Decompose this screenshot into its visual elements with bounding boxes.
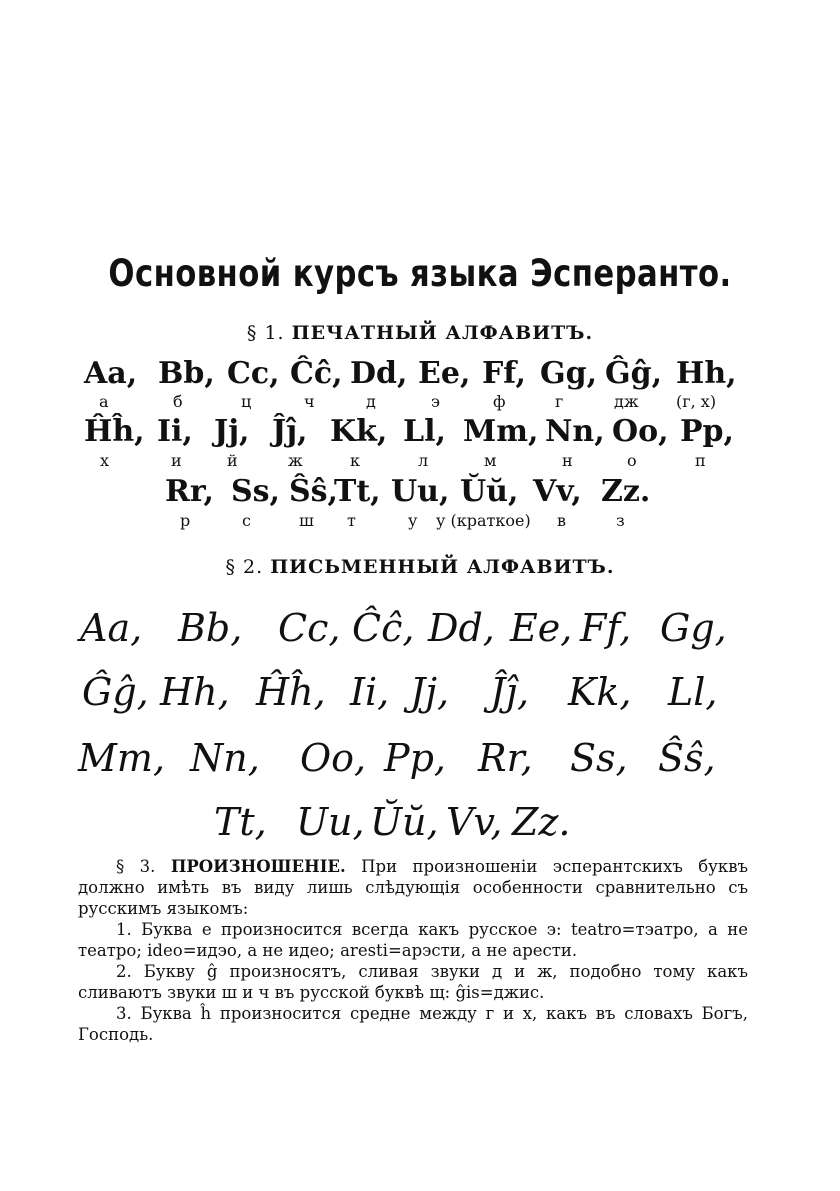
script-letter: Vv, bbox=[446, 800, 503, 844]
script-letter: Ŭŭ, bbox=[370, 800, 439, 844]
printed-letter: Ĝĝ, bbox=[605, 356, 663, 391]
sound-label: (г, х) bbox=[676, 392, 717, 411]
printed-letter: Tt, bbox=[334, 474, 381, 509]
script-letter-row-3 bbox=[0, 736, 840, 796]
script-letter: Mm, bbox=[78, 736, 166, 780]
script-letter: Ll, bbox=[668, 670, 718, 714]
sound-label: з bbox=[616, 511, 625, 530]
printed-letter: Cc, bbox=[227, 356, 280, 391]
script-letter: Ĥĥ, bbox=[256, 670, 326, 714]
section-1-heading bbox=[0, 322, 840, 344]
printed-letter: Hh, bbox=[676, 356, 737, 391]
script-letter: Kk, bbox=[568, 670, 632, 714]
script-letter: Cc, bbox=[278, 606, 341, 650]
printed-letter: Ŭŭ, bbox=[460, 474, 519, 509]
pronunciation-section bbox=[78, 856, 748, 1045]
pronunciation-rule-3: 3. Буква ĥ произносится средне между г и х, какъ въ словахъ Богъ, Господь. bbox=[78, 1004, 748, 1044]
sound-label: у (краткое) bbox=[436, 511, 531, 530]
printed-letter: Nn, bbox=[545, 414, 605, 449]
script-letter-row-2 bbox=[0, 670, 840, 730]
printed-letter: Ŝŝ, bbox=[289, 474, 338, 509]
script-letter: Oo, bbox=[300, 736, 367, 780]
sound-label: й bbox=[227, 451, 238, 470]
sound-row-1 bbox=[0, 392, 840, 414]
printed-letter: Rr, bbox=[165, 474, 214, 509]
sound-label: н bbox=[562, 451, 573, 470]
sound-label: о bbox=[627, 451, 637, 470]
page-title: Основной курсъ языка Эсперанто. bbox=[108, 252, 732, 295]
printed-letter: Ff, bbox=[482, 356, 526, 391]
printed-letter: Uu, bbox=[391, 474, 450, 509]
script-letter: Ii, bbox=[350, 670, 390, 714]
section-2-label: ПИСЬМЕННЫЙ АЛФАВИТЪ. bbox=[270, 556, 615, 578]
printed-letter: Dd, bbox=[350, 356, 408, 391]
script-letter: Ĵĵ, bbox=[490, 670, 530, 714]
script-letter: Ee, bbox=[510, 606, 573, 650]
sound-label: м bbox=[484, 451, 497, 470]
sound-label: и bbox=[171, 451, 182, 470]
printed-letter: Ll, bbox=[403, 414, 446, 449]
script-letter: Ĉĉ, bbox=[352, 606, 415, 650]
printed-letter: Bb, bbox=[158, 356, 215, 391]
sound-label: к bbox=[350, 451, 360, 470]
printed-letter: Pp, bbox=[680, 414, 734, 449]
sound-label: с bbox=[242, 511, 251, 530]
script-letter: Hh, bbox=[160, 670, 230, 714]
printed-letter: Ee, bbox=[418, 356, 471, 391]
script-letter: Rr, bbox=[478, 736, 533, 780]
printed-letter: Aa, bbox=[84, 356, 138, 391]
script-letter: Bb, bbox=[178, 606, 243, 650]
printed-letter: Ĉĉ, bbox=[290, 356, 343, 391]
sound-label: р bbox=[180, 511, 191, 530]
printed-letter: Zz. bbox=[601, 474, 651, 509]
script-letter: Zz. bbox=[512, 800, 571, 844]
script-letter: Aa, bbox=[80, 606, 143, 650]
sound-label: э bbox=[431, 392, 440, 411]
sound-label: дж bbox=[614, 392, 639, 411]
script-letter: Pp, bbox=[384, 736, 446, 780]
printed-letter: Ii, bbox=[157, 414, 193, 449]
sound-label: т bbox=[347, 511, 356, 530]
printed-letter-row-2 bbox=[0, 414, 840, 454]
script-letter: Ĝĝ, bbox=[82, 670, 149, 714]
script-letter: Uu, bbox=[296, 800, 365, 844]
section-3-intro: При произношеніи эсперантскихъ буквъ должно имѣть въ виду лишь слѣдующія особенности сравнительно съ русскимъ языкомъ: bbox=[78, 857, 748, 918]
printed-letter: Oo, bbox=[612, 414, 669, 449]
script-letter: Gg, bbox=[660, 606, 727, 650]
printed-letter-row-3 bbox=[0, 474, 840, 514]
sound-row-3 bbox=[0, 511, 840, 533]
script-letter-row-4 bbox=[0, 800, 840, 860]
sound-label: д bbox=[366, 392, 376, 411]
sound-label: х bbox=[100, 451, 110, 470]
pronunciation-rule-2: 2. Букву ĝ произносятъ, сливая звуки д и ж, подобно тому какъ сливаютъ звуки ш и ч въ русской буквѣ щ: ĝis=джис. bbox=[78, 962, 748, 1002]
sound-label: г bbox=[555, 392, 564, 411]
script-letter: Ŝŝ, bbox=[658, 736, 716, 780]
sound-label: ц bbox=[241, 392, 252, 411]
sound-label: ф bbox=[493, 392, 506, 411]
sound-label: л bbox=[418, 451, 429, 470]
sound-label: б bbox=[173, 392, 183, 411]
printed-letter: Ss, bbox=[231, 474, 280, 509]
sound-label: ч bbox=[304, 392, 315, 411]
printed-letter: Jj, bbox=[214, 414, 250, 449]
script-letter-row-1 bbox=[0, 606, 840, 666]
pronunciation-rule-1: 1. Буква e произносится всегда какъ русское э: teatro=тэатро, а не театро; ideo=идэо, а не идео; aresti=арэсти, а не арести. bbox=[78, 920, 748, 960]
section-1-label: ПЕЧАТНЫЙ АЛФАВИТЪ. bbox=[291, 322, 594, 344]
section-3-label: ПРОИЗНОШЕНІЕ. bbox=[170, 857, 346, 876]
printed-letter: Ĥĥ, bbox=[84, 414, 145, 449]
section-1-number: § 1. bbox=[246, 322, 285, 344]
sound-label: п bbox=[695, 451, 706, 470]
pronunciation-intro-paragraph bbox=[78, 856, 748, 919]
printed-letter: Kk, bbox=[330, 414, 388, 449]
sound-label: в bbox=[557, 511, 567, 530]
printed-letter: Gg, bbox=[540, 356, 598, 391]
section-2-number: § 2. bbox=[225, 556, 264, 578]
sound-row-2 bbox=[0, 451, 840, 473]
section-3-number: § 3. bbox=[116, 857, 156, 876]
printed-letter: Ĵĵ, bbox=[272, 414, 308, 449]
printed-letter: Vv, bbox=[533, 474, 582, 509]
script-letter: Tt, bbox=[214, 800, 267, 844]
sound-label: а bbox=[99, 392, 109, 411]
script-letter: Nn, bbox=[190, 736, 260, 780]
script-letter: Ss, bbox=[570, 736, 628, 780]
section-2-heading bbox=[0, 556, 840, 578]
sound-label: ш bbox=[299, 511, 314, 530]
script-letter: Ff, bbox=[580, 606, 632, 650]
script-letter: Jj, bbox=[410, 670, 450, 714]
script-letter: Dd, bbox=[428, 606, 495, 650]
sound-label: у bbox=[408, 511, 418, 530]
printed-letter-row-1 bbox=[0, 356, 840, 396]
sound-label: ж bbox=[288, 451, 303, 470]
printed-letter: Mm, bbox=[463, 414, 539, 449]
